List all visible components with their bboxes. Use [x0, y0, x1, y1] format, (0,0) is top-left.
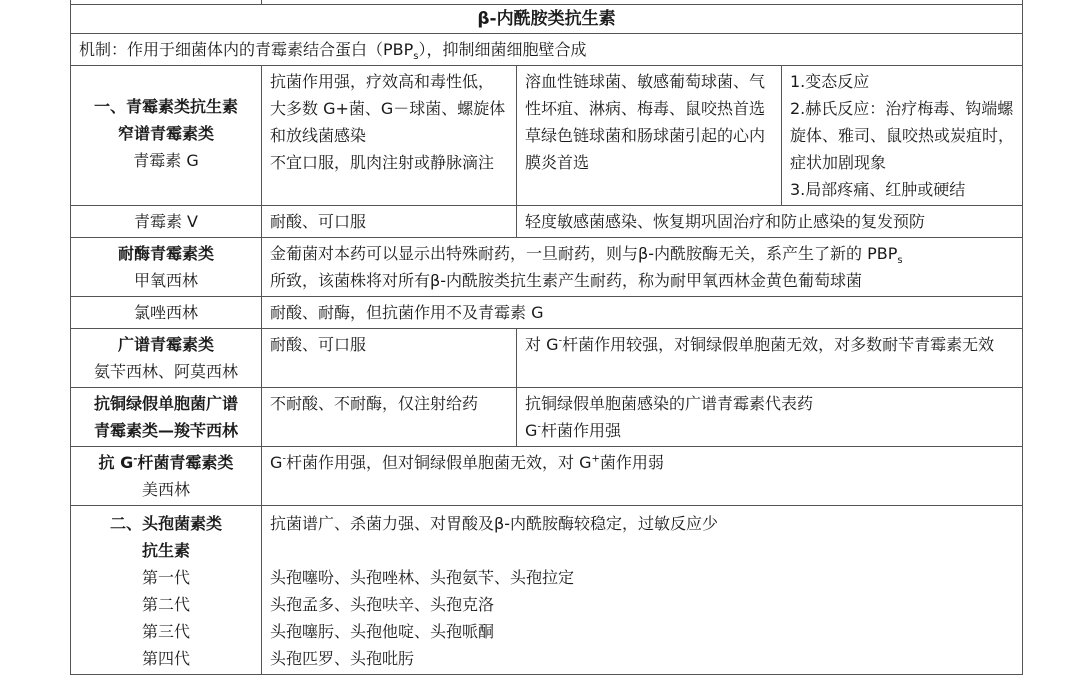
- generation-drugs: 头孢噻肟、头孢他啶、头孢哌酮: [270, 622, 495, 641]
- property-cell: 耐酸、可口服: [262, 329, 517, 388]
- drug-class-cell: 抗 G-杆菌青霉素类 美西林: [71, 447, 262, 506]
- drug-class-cell: 广谱青霉素类 氨苄西林、阿莫西林: [71, 329, 262, 388]
- table-title: β-内酰胺类抗生素: [71, 5, 1023, 34]
- property-cell: 抗菌作用强，疗效高和毒性低，大多数 G+菌、G－球菌、螺旋体和放线菌感染 不宜口服，肌肉注射或静脉滴注: [262, 66, 517, 206]
- property-cell: 不耐酸、不耐酶，仅注射给药: [262, 388, 517, 447]
- adverse-effect-cell: 1.变态反应 2.赫氏反应：治疗梅毒、钩端螺旋体、雅司、鼠咬热或炭疽时，症状加剧现象 3.局部疼痛、红肿或硬结: [782, 66, 1023, 206]
- drug-table-page: [70, 0, 1022, 668]
- indication-cell: 溶血性链球菌、敏感葡萄球菌、气性坏疽、淋病、梅毒、鼠咬热首选 草绿色链球菌和肠球菌引起的心内膜炎首选: [517, 66, 782, 206]
- description-cell: G-杆菌作用强，但对铜绿假单胞菌无效，对 G+菌作用弱: [262, 447, 1023, 506]
- drug-name-cell: 氯唑西林: [71, 297, 262, 329]
- table-row: [71, 329, 1023, 388]
- table-row: [71, 297, 1023, 329]
- description-cell: 耐酸、耐酶，但抗菌作用不及青霉素 G: [262, 297, 1023, 329]
- property-cell: 耐酸、可口服: [262, 206, 517, 238]
- description-cell: 金葡菌对本药可以显示出特殊耐药，一旦耐药，则与β-内酰胺酶无关，系产生了新的 $PBP_s$ 所致，该菌株将对所有β-内酰胺类抗生素产生耐药，称为耐甲氧西林金黄色葡萄球菌: [262, 238, 1023, 297]
- generation-label: 第三代: [141, 622, 190, 641]
- generation-label: 第四代: [141, 649, 190, 668]
- table-row: [71, 66, 1023, 206]
- description-cell: 抗菌谱广、杀菌力强、对胃酸及β-内酰胺酶较稳定，过敏反应少 头孢噻吩、头孢唑林、头孢氨苄、头孢拉定 头孢孟多、头孢呋辛、头孢克洛 头孢噻肟、头孢他啶、头孢哌酮 头孢匹罗、头孢吡肟: [262, 506, 1023, 675]
- mechanism-row: [71, 34, 1023, 66]
- drug-class-cell: 耐酶青霉素类 甲氧西林: [71, 238, 262, 297]
- table-row: [71, 238, 1023, 297]
- beta-lactam-table: [70, 0, 1023, 675]
- generation-label: 第二代: [141, 595, 190, 614]
- generation-label: 第一代: [141, 568, 190, 587]
- drug-class-cell: 抗铜绿假单胞菌广谱 青霉素类—羧苄西林: [71, 388, 262, 447]
- drug-class-cell: 一、青霉素类抗生素 窄谱青霉素类 青霉素 G: [71, 66, 262, 206]
- generation-drugs: 头孢噻吩、头孢唑林、头孢氨苄、头孢拉定: [270, 568, 575, 587]
- table-row: [71, 388, 1023, 447]
- indication-cell: 轻度敏感菌感染、恢复期巩固治疗和防止感染的复发预防: [517, 206, 1023, 238]
- drug-name-cell: 青霉素 V: [71, 206, 262, 238]
- table-title-row: [71, 5, 1023, 34]
- table-row: [71, 506, 1023, 675]
- table-row: [71, 447, 1023, 506]
- generation-drugs: 头孢孟多、头孢呋辛、头孢克洛: [270, 595, 495, 614]
- generation-drugs: 头孢匹罗、头孢吡肟: [270, 649, 415, 668]
- indication-cell: 抗铜绿假单胞菌感染的广谱青霉素代表药 G-杆菌作用强: [517, 388, 1023, 447]
- drug-class-cell: 二、头孢菌素类 抗生素 第一代 第二代 第三代 第四代: [71, 506, 262, 675]
- table-row: [71, 206, 1023, 238]
- indication-cell: 对 G-杆菌作用较强，对铜绿假单胞菌无效，对多数耐苄青霉素无效: [517, 329, 1023, 388]
- mechanism-text: 机制：作用于细菌体内的青霉素结合蛋白$(PBP_s)$，抑制细菌细胞壁合成: [71, 34, 1023, 66]
